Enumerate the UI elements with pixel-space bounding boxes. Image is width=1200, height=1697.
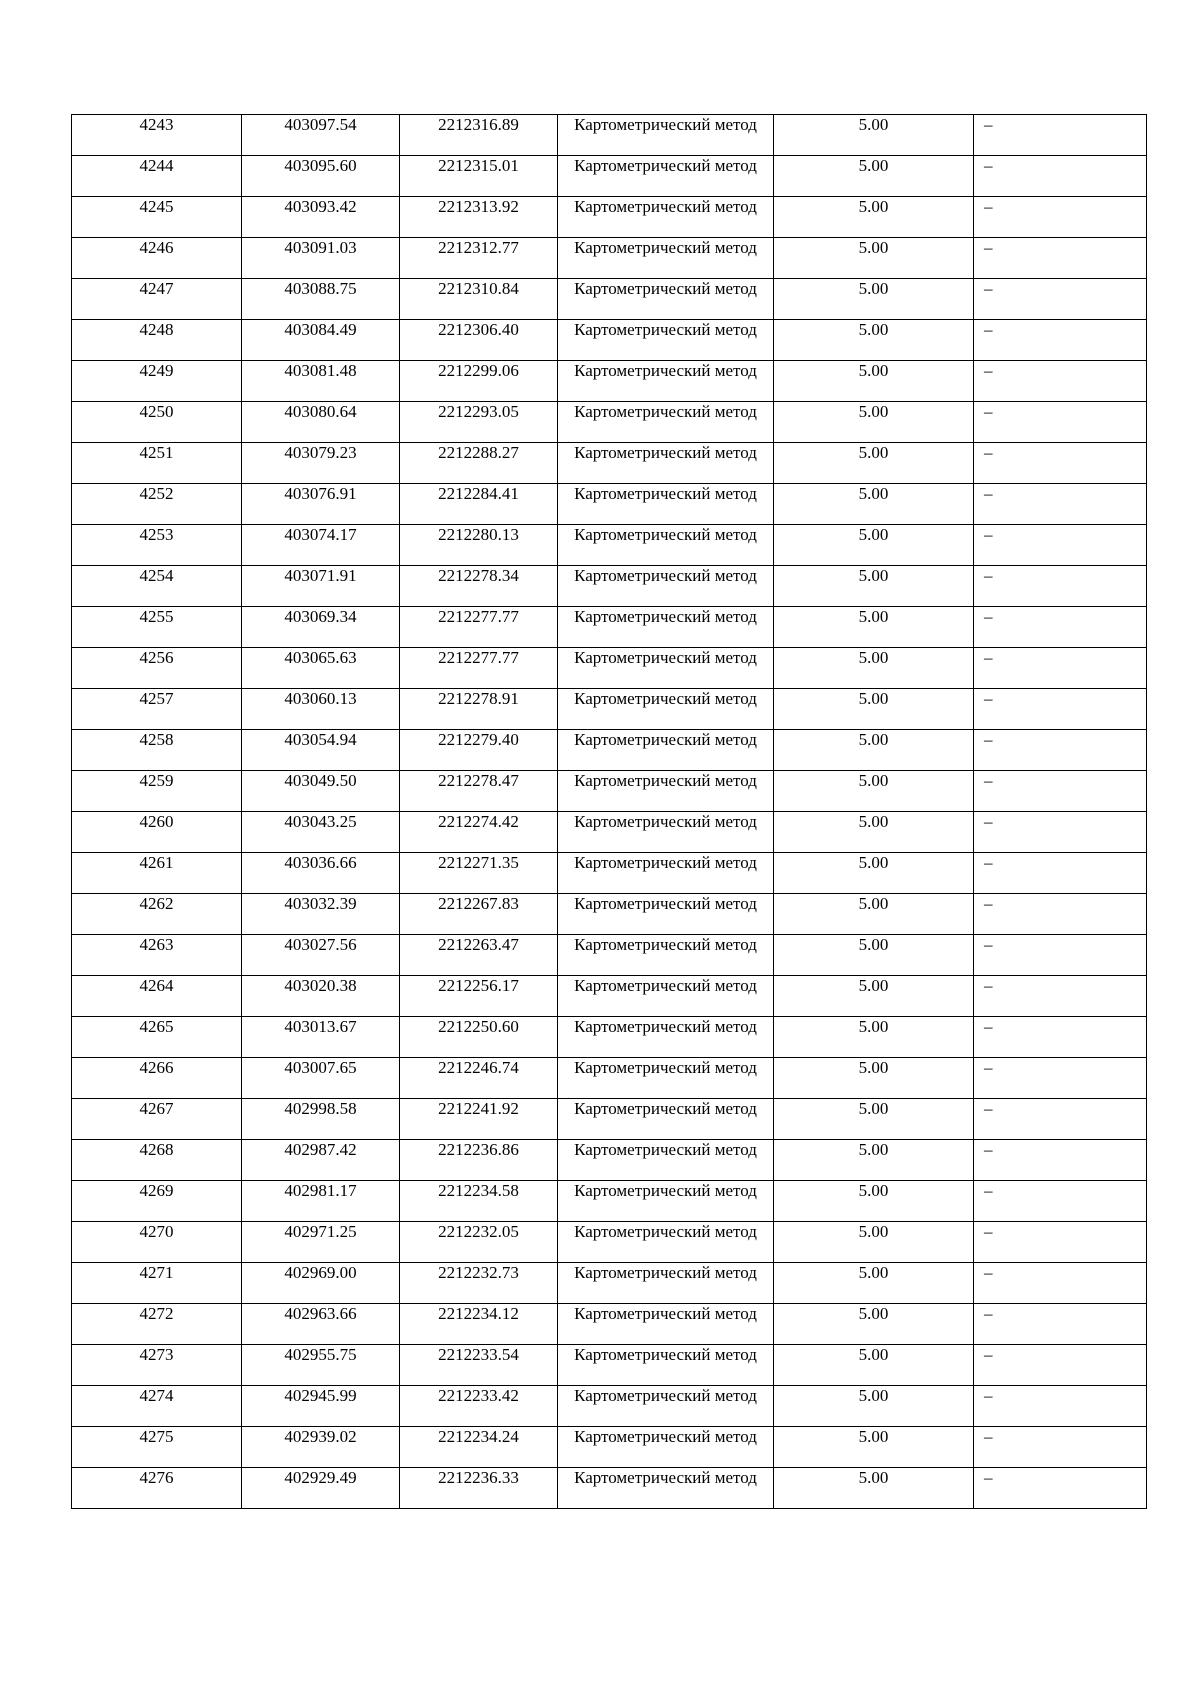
table-row — [72, 1263, 1147, 1304]
y-coordinate-cell: 2212233.42 — [400, 1386, 558, 1427]
accuracy-cell: 5.00 — [774, 402, 974, 443]
y-coordinate-cell: 2212241.92 — [400, 1099, 558, 1140]
table-row — [72, 566, 1147, 607]
y-coordinate-cell: 2212313.92 — [400, 197, 558, 238]
accuracy-cell: 5.00 — [774, 1181, 974, 1222]
x-coordinate-cell: 403065.63 — [242, 648, 400, 689]
description-cell: – — [974, 1222, 1147, 1263]
accuracy-cell: 5.00 — [774, 1468, 974, 1509]
description-cell: – — [974, 1140, 1147, 1181]
method-cell: Картометрический метод — [558, 1222, 774, 1263]
description-cell: – — [974, 115, 1147, 156]
point-number-cell: 4253 — [72, 525, 242, 566]
method-cell: Картометрический метод — [558, 484, 774, 525]
accuracy-cell: 5.00 — [774, 648, 974, 689]
table-row — [72, 648, 1147, 689]
table-row — [72, 361, 1147, 402]
y-coordinate-cell: 2212234.12 — [400, 1304, 558, 1345]
point-number-cell: 4252 — [72, 484, 242, 525]
description-cell: – — [974, 525, 1147, 566]
accuracy-cell: 5.00 — [774, 484, 974, 525]
method-cell: Картометрический метод — [558, 525, 774, 566]
method-cell: Картометрический метод — [558, 689, 774, 730]
y-coordinate-cell: 2212306.40 — [400, 320, 558, 361]
x-coordinate-cell: 403093.42 — [242, 197, 400, 238]
y-coordinate-cell: 2212234.24 — [400, 1427, 558, 1468]
method-cell: Картометрический метод — [558, 1017, 774, 1058]
method-cell: Картометрический метод — [558, 402, 774, 443]
y-coordinate-cell: 2212284.41 — [400, 484, 558, 525]
accuracy-cell: 5.00 — [774, 976, 974, 1017]
accuracy-cell: 5.00 — [774, 320, 974, 361]
description-cell: – — [974, 1427, 1147, 1468]
accuracy-cell: 5.00 — [774, 689, 974, 730]
x-coordinate-cell: 403081.48 — [242, 361, 400, 402]
point-number-cell: 4250 — [72, 402, 242, 443]
y-coordinate-cell: 2212277.77 — [400, 607, 558, 648]
accuracy-cell: 5.00 — [774, 443, 974, 484]
method-cell: Картометрический метод — [558, 197, 774, 238]
x-coordinate-cell: 403091.03 — [242, 238, 400, 279]
x-coordinate-cell: 403071.91 — [242, 566, 400, 607]
x-coordinate-cell: 403013.67 — [242, 1017, 400, 1058]
table-row — [72, 689, 1147, 730]
table-row — [72, 607, 1147, 648]
table-row — [72, 402, 1147, 443]
method-cell: Картометрический метод — [558, 156, 774, 197]
method-cell: Картометрический метод — [558, 812, 774, 853]
y-coordinate-cell: 2212315.01 — [400, 156, 558, 197]
description-cell: – — [974, 812, 1147, 853]
point-number-cell: 4247 — [72, 279, 242, 320]
description-cell: – — [974, 689, 1147, 730]
method-cell: Картометрический метод — [558, 1140, 774, 1181]
point-number-cell: 4259 — [72, 771, 242, 812]
description-cell: – — [974, 279, 1147, 320]
method-cell: Картометрический метод — [558, 1304, 774, 1345]
accuracy-cell: 5.00 — [774, 771, 974, 812]
x-coordinate-cell: 402945.99 — [242, 1386, 400, 1427]
method-cell: Картометрический метод — [558, 894, 774, 935]
x-coordinate-cell: 403079.23 — [242, 443, 400, 484]
table-row — [72, 525, 1147, 566]
x-coordinate-cell: 403060.13 — [242, 689, 400, 730]
method-cell: Картометрический метод — [558, 566, 774, 607]
point-number-cell: 4270 — [72, 1222, 242, 1263]
accuracy-cell: 5.00 — [774, 1099, 974, 1140]
point-number-cell: 4257 — [72, 689, 242, 730]
accuracy-cell: 5.00 — [774, 1058, 974, 1099]
point-number-cell: 4268 — [72, 1140, 242, 1181]
accuracy-cell: 5.00 — [774, 1263, 974, 1304]
point-number-cell: 4248 — [72, 320, 242, 361]
y-coordinate-cell: 2212267.83 — [400, 894, 558, 935]
y-coordinate-cell: 2212274.42 — [400, 812, 558, 853]
y-coordinate-cell: 2212312.77 — [400, 238, 558, 279]
table-row — [72, 1140, 1147, 1181]
accuracy-cell: 5.00 — [774, 361, 974, 402]
description-cell: – — [974, 730, 1147, 771]
x-coordinate-cell: 403027.56 — [242, 935, 400, 976]
point-number-cell: 4266 — [72, 1058, 242, 1099]
point-number-cell: 4275 — [72, 1427, 242, 1468]
accuracy-cell: 5.00 — [774, 1345, 974, 1386]
y-coordinate-cell: 2212299.06 — [400, 361, 558, 402]
accuracy-cell: 5.00 — [774, 607, 974, 648]
method-cell: Картометрический метод — [558, 607, 774, 648]
x-coordinate-cell: 402969.00 — [242, 1263, 400, 1304]
x-coordinate-cell: 403084.49 — [242, 320, 400, 361]
accuracy-cell: 5.00 — [774, 566, 974, 607]
table-row — [72, 1386, 1147, 1427]
method-cell: Картометрический метод — [558, 1263, 774, 1304]
table-row — [72, 443, 1147, 484]
accuracy-cell: 5.00 — [774, 894, 974, 935]
table-row — [72, 1017, 1147, 1058]
point-number-cell: 4265 — [72, 1017, 242, 1058]
y-coordinate-cell: 2212278.34 — [400, 566, 558, 607]
point-number-cell: 4243 — [72, 115, 242, 156]
method-cell: Картометрический метод — [558, 648, 774, 689]
accuracy-cell: 5.00 — [774, 1222, 974, 1263]
x-coordinate-cell: 403076.91 — [242, 484, 400, 525]
table-row — [72, 812, 1147, 853]
x-coordinate-cell: 403049.50 — [242, 771, 400, 812]
description-cell: – — [974, 566, 1147, 607]
point-number-cell: 4258 — [72, 730, 242, 771]
y-coordinate-cell: 2212271.35 — [400, 853, 558, 894]
description-cell: – — [974, 1386, 1147, 1427]
x-coordinate-cell: 403097.54 — [242, 115, 400, 156]
accuracy-cell: 5.00 — [774, 1386, 974, 1427]
description-cell: – — [974, 1181, 1147, 1222]
y-coordinate-cell: 2212234.58 — [400, 1181, 558, 1222]
table-row — [72, 976, 1147, 1017]
description-cell: – — [974, 1263, 1147, 1304]
method-cell: Картометрический метод — [558, 1386, 774, 1427]
point-number-cell: 4261 — [72, 853, 242, 894]
y-coordinate-cell: 2212277.77 — [400, 648, 558, 689]
method-cell: Картометрический метод — [558, 443, 774, 484]
description-cell: – — [974, 648, 1147, 689]
description-cell: – — [974, 853, 1147, 894]
point-number-cell: 4273 — [72, 1345, 242, 1386]
description-cell: – — [974, 894, 1147, 935]
accuracy-cell: 5.00 — [774, 1304, 974, 1345]
table-row — [72, 1468, 1147, 1509]
x-coordinate-cell: 402963.66 — [242, 1304, 400, 1345]
table-row — [72, 730, 1147, 771]
description-cell: – — [974, 238, 1147, 279]
method-cell: Картометрический метод — [558, 1468, 774, 1509]
x-coordinate-cell: 402929.49 — [242, 1468, 400, 1509]
y-coordinate-cell: 2212280.13 — [400, 525, 558, 566]
table-row — [72, 238, 1147, 279]
y-coordinate-cell: 2212246.74 — [400, 1058, 558, 1099]
point-number-cell: 4272 — [72, 1304, 242, 1345]
table-row — [72, 1058, 1147, 1099]
coordinates-table — [71, 114, 1147, 1509]
x-coordinate-cell: 403069.34 — [242, 607, 400, 648]
y-coordinate-cell: 2212232.73 — [400, 1263, 558, 1304]
point-number-cell: 4254 — [72, 566, 242, 607]
x-coordinate-cell: 403020.38 — [242, 976, 400, 1017]
point-number-cell: 4255 — [72, 607, 242, 648]
table-row — [72, 853, 1147, 894]
x-coordinate-cell: 402939.02 — [242, 1427, 400, 1468]
y-coordinate-cell: 2212263.47 — [400, 935, 558, 976]
description-cell: – — [974, 771, 1147, 812]
method-cell: Картометрический метод — [558, 853, 774, 894]
point-number-cell: 4276 — [72, 1468, 242, 1509]
x-coordinate-cell: 403043.25 — [242, 812, 400, 853]
y-coordinate-cell: 2212232.05 — [400, 1222, 558, 1263]
y-coordinate-cell: 2212279.40 — [400, 730, 558, 771]
method-cell: Картометрический метод — [558, 1181, 774, 1222]
table-row — [72, 1345, 1147, 1386]
point-number-cell: 4271 — [72, 1263, 242, 1304]
y-coordinate-cell: 2212278.91 — [400, 689, 558, 730]
accuracy-cell: 5.00 — [774, 115, 974, 156]
x-coordinate-cell: 402987.42 — [242, 1140, 400, 1181]
description-cell: – — [974, 1017, 1147, 1058]
y-coordinate-cell: 2212236.33 — [400, 1468, 558, 1509]
x-coordinate-cell: 403088.75 — [242, 279, 400, 320]
accuracy-cell: 5.00 — [774, 1017, 974, 1058]
point-number-cell: 4245 — [72, 197, 242, 238]
method-cell: Картометрический метод — [558, 935, 774, 976]
y-coordinate-cell: 2212310.84 — [400, 279, 558, 320]
description-cell: – — [974, 443, 1147, 484]
point-number-cell: 4246 — [72, 238, 242, 279]
x-coordinate-cell: 403074.17 — [242, 525, 400, 566]
description-cell: – — [974, 361, 1147, 402]
x-coordinate-cell: 402981.17 — [242, 1181, 400, 1222]
method-cell: Картометрический метод — [558, 238, 774, 279]
accuracy-cell: 5.00 — [774, 1427, 974, 1468]
point-number-cell: 4256 — [72, 648, 242, 689]
point-number-cell: 4244 — [72, 156, 242, 197]
table-row — [72, 1304, 1147, 1345]
description-cell: – — [974, 1345, 1147, 1386]
table-row — [72, 156, 1147, 197]
description-cell: – — [974, 1058, 1147, 1099]
point-number-cell: 4262 — [72, 894, 242, 935]
accuracy-cell: 5.00 — [774, 525, 974, 566]
accuracy-cell: 5.00 — [774, 812, 974, 853]
point-number-cell: 4269 — [72, 1181, 242, 1222]
table-row — [72, 197, 1147, 238]
description-cell: – — [974, 402, 1147, 443]
y-coordinate-cell: 2212233.54 — [400, 1345, 558, 1386]
point-number-cell: 4260 — [72, 812, 242, 853]
accuracy-cell: 5.00 — [774, 156, 974, 197]
description-cell: – — [974, 1099, 1147, 1140]
description-cell: – — [974, 935, 1147, 976]
x-coordinate-cell: 403095.60 — [242, 156, 400, 197]
x-coordinate-cell: 403054.94 — [242, 730, 400, 771]
table-body — [72, 115, 1147, 1509]
accuracy-cell: 5.00 — [774, 279, 974, 320]
y-coordinate-cell: 2212236.86 — [400, 1140, 558, 1181]
method-cell: Картометрический метод — [558, 730, 774, 771]
table-row — [72, 484, 1147, 525]
table-row — [72, 115, 1147, 156]
accuracy-cell: 5.00 — [774, 853, 974, 894]
accuracy-cell: 5.00 — [774, 1140, 974, 1181]
method-cell: Картометрический метод — [558, 320, 774, 361]
method-cell: Картометрический метод — [558, 361, 774, 402]
description-cell: – — [974, 320, 1147, 361]
y-coordinate-cell: 2212250.60 — [400, 1017, 558, 1058]
table-row — [72, 1427, 1147, 1468]
method-cell: Картометрический метод — [558, 771, 774, 812]
description-cell: – — [974, 484, 1147, 525]
table-row — [72, 771, 1147, 812]
point-number-cell: 4263 — [72, 935, 242, 976]
y-coordinate-cell: 2212256.17 — [400, 976, 558, 1017]
x-coordinate-cell: 403032.39 — [242, 894, 400, 935]
accuracy-cell: 5.00 — [774, 935, 974, 976]
y-coordinate-cell: 2212278.47 — [400, 771, 558, 812]
point-number-cell: 4267 — [72, 1099, 242, 1140]
method-cell: Картометрический метод — [558, 1345, 774, 1386]
table-row — [72, 279, 1147, 320]
method-cell: Картометрический метод — [558, 1427, 774, 1468]
method-cell: Картометрический метод — [558, 1058, 774, 1099]
table-row — [72, 935, 1147, 976]
description-cell: – — [974, 607, 1147, 648]
accuracy-cell: 5.00 — [774, 197, 974, 238]
x-coordinate-cell: 402955.75 — [242, 1345, 400, 1386]
method-cell: Картометрический метод — [558, 1099, 774, 1140]
table-row — [72, 1222, 1147, 1263]
method-cell: Картометрический метод — [558, 976, 774, 1017]
point-number-cell: 4274 — [72, 1386, 242, 1427]
point-number-cell: 4249 — [72, 361, 242, 402]
description-cell: – — [974, 1304, 1147, 1345]
point-number-cell: 4264 — [72, 976, 242, 1017]
description-cell: – — [974, 976, 1147, 1017]
y-coordinate-cell: 2212316.89 — [400, 115, 558, 156]
table-row — [72, 1181, 1147, 1222]
description-cell: – — [974, 197, 1147, 238]
description-cell: – — [974, 1468, 1147, 1509]
x-coordinate-cell: 403007.65 — [242, 1058, 400, 1099]
x-coordinate-cell: 403036.66 — [242, 853, 400, 894]
x-coordinate-cell: 402998.58 — [242, 1099, 400, 1140]
table-row — [72, 894, 1147, 935]
point-number-cell: 4251 — [72, 443, 242, 484]
method-cell: Картометрический метод — [558, 279, 774, 320]
x-coordinate-cell: 403080.64 — [242, 402, 400, 443]
description-cell: – — [974, 156, 1147, 197]
accuracy-cell: 5.00 — [774, 730, 974, 771]
method-cell: Картометрический метод — [558, 115, 774, 156]
table-row — [72, 320, 1147, 361]
accuracy-cell: 5.00 — [774, 238, 974, 279]
y-coordinate-cell: 2212293.05 — [400, 402, 558, 443]
x-coordinate-cell: 402971.25 — [242, 1222, 400, 1263]
y-coordinate-cell: 2212288.27 — [400, 443, 558, 484]
table-row — [72, 1099, 1147, 1140]
